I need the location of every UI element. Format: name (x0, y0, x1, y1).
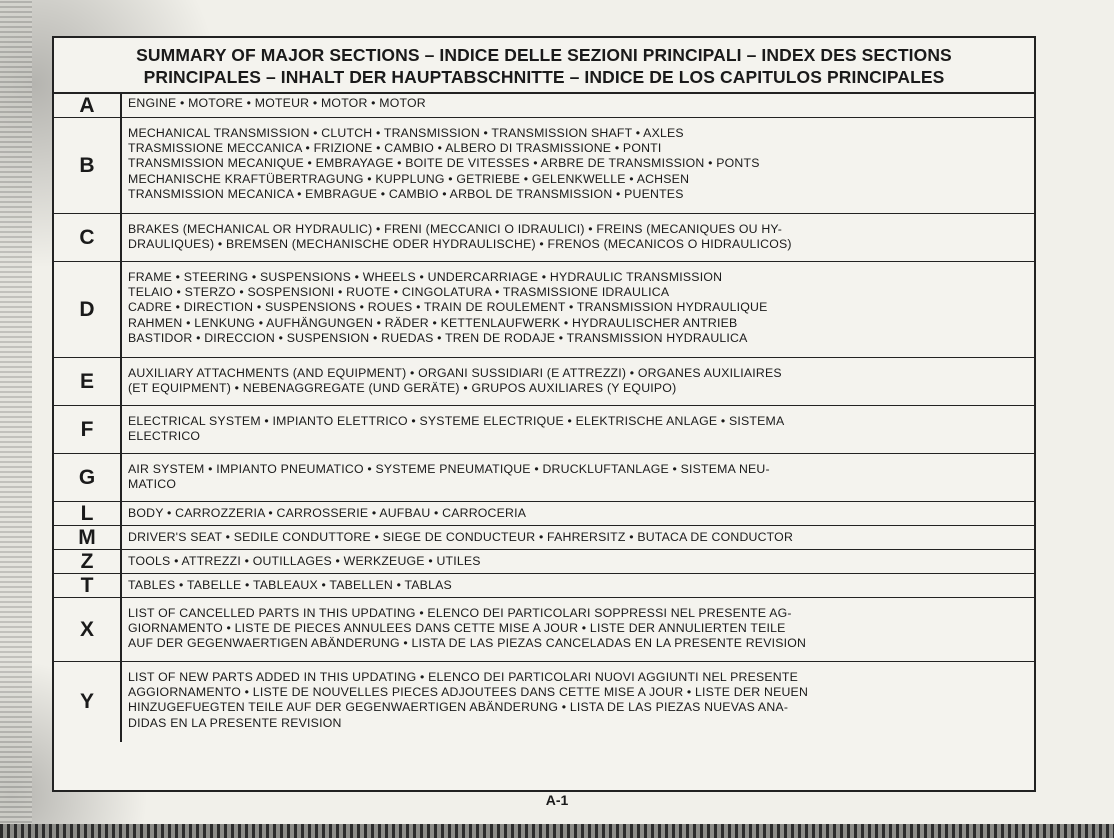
section-letter: D (54, 262, 122, 357)
description-line: FRAME • STEERING • SUSPENSIONS • WHEELS • UNDERCARRIAGE • HYDRAULIC TRANSMISSION (128, 270, 723, 284)
description-line: TRANSMISSION MECANICA • EMBRAGUE • CAMBIO • ARBOL DE TRANSMISSION • PUENTES (128, 186, 684, 201)
description-line: ENGINE • MOTORE • MOTEUR • MOTOR • MOTOR (128, 96, 426, 110)
description-line: LIST OF CANCELLED PARTS IN THIS UPDATING • ELENCO DEI PARTICOLARI SOPPRESSI NEL PRESENTE AG- (128, 606, 792, 620)
section-letter: X (54, 598, 122, 661)
scan-bottom-edge (0, 824, 1114, 838)
section-letter: Y (54, 662, 122, 742)
description-line: (ET EQUIPMENT) • NEBENAGGREGATE (UND GERÄTE) • GRUPOS AUXILIARES (Y EQUIPO) (128, 381, 677, 396)
section-row-y (54, 662, 1034, 742)
section-row-l (54, 502, 1034, 526)
description-line: RAHMEN • LENKUNG • AUFHÄNGUNGEN • RÄDER • KETTENLAUFWERK • HYDRAULISCHER ANTRIEB (128, 315, 738, 330)
section-letter: M (54, 526, 122, 549)
section-description (122, 598, 1034, 661)
description-line: MECHANICAL TRANSMISSION • CLUTCH • TRANSMISSION • TRANSMISSION SHAFT • AXLES (128, 126, 684, 140)
section-description (122, 502, 1034, 525)
section-description (122, 358, 1034, 405)
description-line: GIORNAMENTO • LISTE DE PIECES ANNULEES DANS CETTE MISE A JOUR • LISTE DER ANNULIERTEN TEILE (128, 621, 786, 636)
section-description (122, 526, 1034, 549)
section-description (122, 550, 1034, 573)
title-line-2: PRINCIPALES – INHALT DER HAUPTABSCHNITTE – INDICE DE LOS CAPITULOS PRINCIPALES (143, 67, 945, 87)
section-row-t (54, 574, 1034, 598)
section-description (122, 214, 1034, 261)
section-row-b (54, 118, 1034, 214)
section-letter: L (54, 502, 122, 525)
description-line: HINZUGEFUEGTEN TEILE AUF DER GEGENWAERTIGEN ABÄNDERUNG • LISTA DE LAS PIEZAS NUEVAS ANA- (128, 700, 789, 715)
title-line-1: SUMMARY OF MAJOR SECTIONS – INDICE DELLE SEZIONI PRINCIPALI – INDEX DES SECTIONS (136, 45, 952, 65)
description-line: BASTIDOR • DIRECCION • SUSPENSION • RUEDAS • TREN DE RODAJE • TRANSMISSION HYDRAULICA (128, 330, 748, 345)
section-row-d (54, 262, 1034, 358)
section-description (122, 406, 1034, 453)
description-line: DRAULIQUES) • BREMSEN (MECHANISCHE ODER HYDRAULISCHE) • FRENOS (MECANICOS O HIDRAULICOS) (128, 237, 792, 252)
description-line: TABLES • TABELLE • TABLEAUX • TABELLEN • TABLAS (128, 578, 452, 592)
section-row-m (54, 526, 1034, 550)
section-row-a (54, 94, 1034, 118)
description-line: MECHANISCHE KRAFTÜBERTRAGUNG • KUPPLUNG • GETRIEBE • GELENKWELLE • ACHSEN (128, 171, 690, 186)
section-row-e (54, 358, 1034, 406)
summary-table (52, 36, 1036, 792)
section-row-g (54, 454, 1034, 502)
table-title (54, 38, 1034, 94)
description-line: DIDAS EN LA PRESENTE REVISION (128, 715, 342, 730)
description-line: AUXILIARY ATTACHMENTS (AND EQUIPMENT) • ORGANI SUSSIDIARI (E ATTREZZI) • ORGANES AUXILIAIRES (128, 366, 782, 380)
page-number: A-1 (545, 792, 569, 808)
section-letter: G (54, 454, 122, 501)
description-line: DRIVER'S SEAT • SEDILE CONDUTTORE • SIEGE DE CONDUCTEUR • FAHRERSITZ • BUTACA DE CONDUCTOR (128, 530, 794, 544)
section-row-x (54, 598, 1034, 662)
description-line: ELECTRICAL SYSTEM • IMPIANTO ELETTRICO • SYSTEME ELECTRIQUE • ELEKTRISCHE ANLAGE • SISTEMA (128, 414, 785, 428)
description-line: AUF DER GEGENWAERTIGEN ABÄNDERUNG • LISTA DE LAS PIEZAS CANCELADAS EN LA PRESENTE REVISION (128, 636, 807, 651)
section-description (122, 118, 1034, 213)
description-line: LIST OF NEW PARTS ADDED IN THIS UPDATING • ELENCO DEI PARTICOLARI NUOVI AGGIUNTI NEL PRESENTE (128, 670, 798, 684)
section-description (122, 94, 1034, 117)
description-line: CADRE • DIRECTION • SUSPENSIONS • ROUES • TRAIN DE ROULEMENT • TRANSMISSION HYDRAULIQUE (128, 300, 768, 315)
section-description (122, 454, 1034, 501)
section-letter: E (54, 358, 122, 405)
description-line: BRAKES (MECHANICAL OR HYDRAULIC) • FRENI (MECCANICI O IDRAULICI) • FREINS (MECANIQUES OU HY- (128, 222, 782, 236)
section-description (122, 262, 1034, 357)
section-letter: B (54, 118, 122, 213)
section-letter: C (54, 214, 122, 261)
description-line: ELECTRICO (128, 429, 201, 444)
section-row-z (54, 550, 1034, 574)
section-letter: F (54, 406, 122, 453)
description-line: TELAIO • STERZO • SOSPENSIONI • RUOTE • CINGOLATURA • TRASMISSIONE IDRAULICA (128, 285, 670, 300)
description-line: AGGIORNAMENTO • LISTE DE NOUVELLES PIECES ADJOUTEES DANS CETTE MISE A JOUR • LISTE DER NEUEN (128, 685, 809, 700)
description-line: TOOLS • ATTREZZI • OUTILLAGES • WERKZEUGE • UTILES (128, 554, 481, 568)
scan-edge-shadow (0, 0, 32, 838)
description-line: MATICO (128, 477, 177, 492)
description-line: AIR SYSTEM • IMPIANTO PNEUMATICO • SYSTEME PNEUMATIQUE • DRUCKLUFTANLAGE • SISTEMA NEU- (128, 462, 770, 476)
section-letter: T (54, 574, 122, 597)
description-line: BODY • CARROZZERIA • CARROSSERIE • AUFBAU • CARROCERIA (128, 506, 527, 520)
description-line: TRASMISSIONE MECCANICA • FRIZIONE • CAMBIO • ALBERO DI TRASMISSIONE • PONTI (128, 141, 662, 156)
section-row-c (54, 214, 1034, 262)
section-letter: Z (54, 550, 122, 573)
section-description (122, 662, 1034, 742)
section-row-f (54, 406, 1034, 454)
section-description (122, 574, 1034, 597)
section-letter: A (54, 94, 122, 117)
description-line: TRANSMISSION MECANIQUE • EMBRAYAGE • BOITE DE VITESSES • ARBRE DE TRANSMISSION • PONTS (128, 156, 760, 171)
